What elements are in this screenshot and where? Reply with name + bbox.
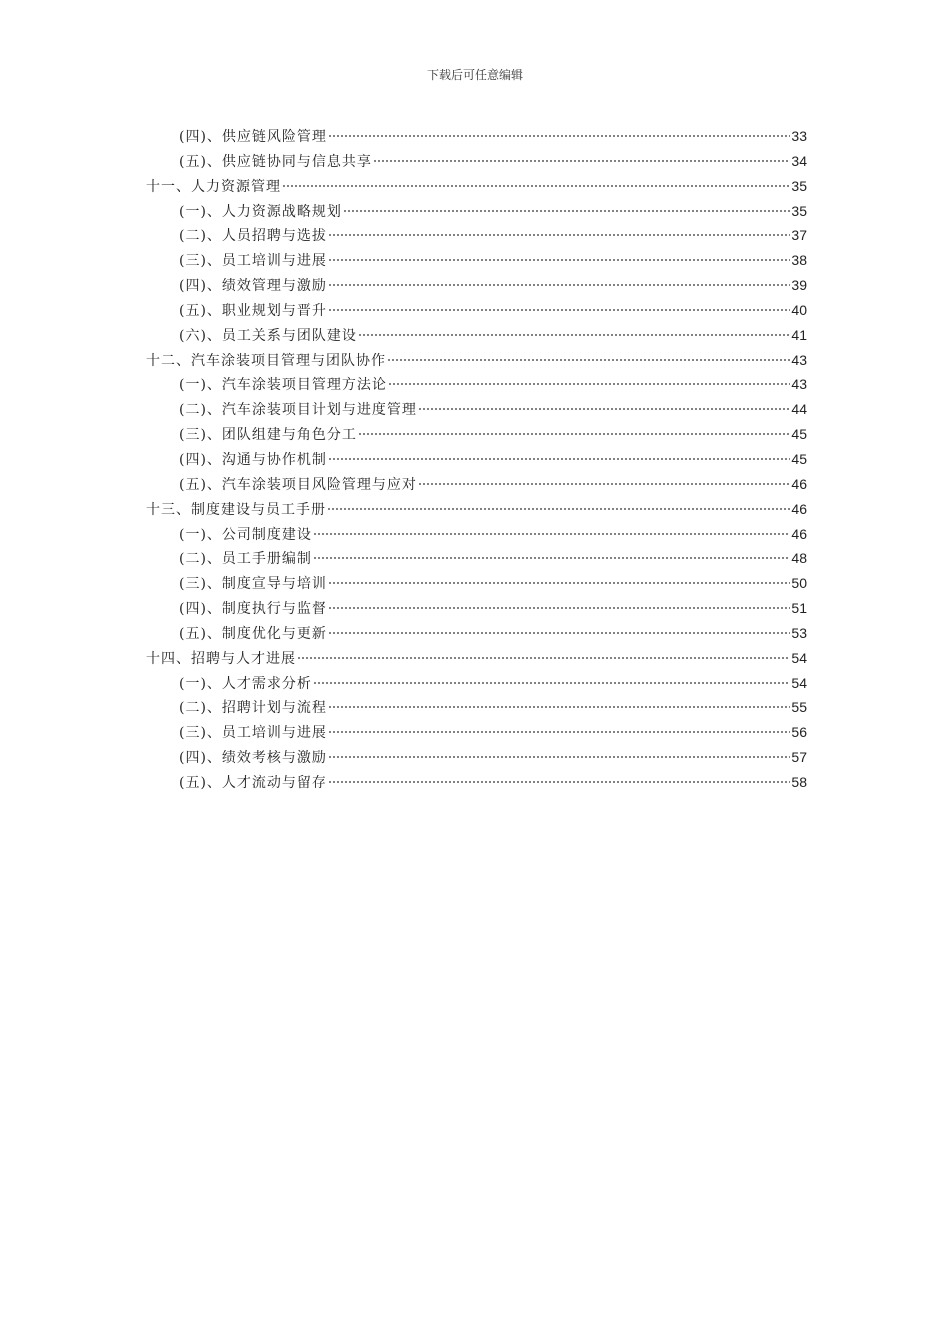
toc-section-entry[interactable]: [146, 199, 807, 224]
toc-dot-leader: [328, 731, 790, 733]
toc-page-number: 35: [791, 177, 807, 194]
toc-page-number: 41: [791, 326, 807, 343]
toc-chapter-entry[interactable]: [146, 348, 807, 373]
toc-dot-leader: [282, 185, 790, 187]
toc-dot-leader: [327, 508, 790, 510]
toc-entry-title: (二)、人员招聘与选拔: [179, 228, 327, 245]
toc-entry-title: (一)、公司制度建设: [179, 526, 312, 543]
toc-page-number: 54: [791, 674, 807, 691]
toc-page-number: 57: [791, 749, 807, 766]
toc-page-number: 51: [791, 600, 807, 617]
toc-entry-title: (三)、团队组建与角色分工: [179, 427, 357, 444]
toc-section-entry[interactable]: [146, 745, 807, 770]
toc-dot-leader: [313, 533, 790, 535]
toc-dot-leader: [328, 458, 790, 460]
toc-dot-leader: [328, 259, 790, 261]
toc-section-entry[interactable]: [146, 397, 807, 422]
toc-entry-title: (五)、供应链协同与信息共享: [179, 153, 372, 170]
toc-section-entry[interactable]: [146, 422, 807, 447]
toc-entry-title: (四)、绩效管理与激励: [179, 278, 327, 295]
toc-entry-title: (三)、员工培训与进展: [179, 725, 327, 742]
toc-section-entry[interactable]: [146, 472, 807, 497]
toc-page-number: 45: [791, 426, 807, 443]
toc-page-number: 46: [791, 500, 807, 517]
toc-page-number: 58: [791, 773, 807, 790]
toc-page-number: 54: [791, 649, 807, 666]
toc-entry-title: (二)、招聘计划与流程: [179, 700, 327, 717]
toc-entry-title: (二)、汽车涂装项目计划与进度管理: [179, 402, 417, 419]
toc-dot-leader: [328, 582, 790, 584]
toc-page-number: 40: [791, 301, 807, 318]
toc-page-number: 50: [791, 575, 807, 592]
toc-page-number: 48: [791, 550, 807, 567]
toc-dot-leader: [328, 234, 790, 236]
toc-section-entry[interactable]: [146, 273, 807, 298]
toc-entry-title: 十四、招聘与人才进展: [146, 650, 296, 667]
toc-chapter-entry[interactable]: [146, 497, 807, 522]
toc-dot-leader: [418, 483, 790, 485]
toc-dot-leader: [328, 781, 790, 783]
table-of-contents: [146, 124, 807, 795]
toc-dot-leader: [328, 756, 790, 758]
toc-page-number: 34: [791, 152, 807, 169]
toc-dot-leader: [373, 160, 790, 162]
toc-chapter-entry[interactable]: [146, 646, 807, 671]
toc-entry-title: (五)、人才流动与留存: [179, 774, 327, 791]
toc-entry-title: (一)、汽车涂装项目管理方法论: [179, 377, 387, 394]
toc-dot-leader: [358, 334, 790, 336]
toc-section-entry[interactable]: [146, 124, 807, 149]
toc-page-number: 33: [791, 128, 807, 144]
toc-dot-leader: [313, 682, 790, 684]
toc-entry-title: (四)、制度执行与监督: [179, 601, 327, 618]
toc-entry-title: (四)、供应链风险管理: [179, 129, 327, 145]
toc-dot-leader: [328, 607, 790, 609]
toc-section-entry[interactable]: [146, 596, 807, 621]
toc-page-number: 37: [791, 227, 807, 244]
toc-dot-leader: [328, 632, 790, 634]
toc-entry-title: (一)、人才需求分析: [179, 675, 312, 692]
toc-page-number: 55: [791, 699, 807, 716]
toc-dot-leader: [418, 408, 790, 410]
toc-page-number: 45: [791, 450, 807, 467]
toc-entry-title: (五)、制度优化与更新: [179, 625, 327, 642]
toc-page-number: 35: [791, 202, 807, 219]
toc-entry-title: (四)、绩效考核与激励: [179, 750, 327, 767]
toc-section-entry[interactable]: [146, 323, 807, 348]
toc-section-entry[interactable]: [146, 223, 807, 248]
toc-dot-leader: [328, 309, 790, 311]
toc-page-number: 39: [791, 277, 807, 294]
toc-dot-leader: [388, 383, 790, 385]
toc-dot-leader: [297, 657, 790, 659]
toc-page-number: 44: [791, 401, 807, 418]
toc-section-entry[interactable]: [146, 695, 807, 720]
toc-page-number: 43: [791, 351, 807, 368]
toc-section-entry[interactable]: [146, 546, 807, 571]
toc-page-number: 46: [791, 525, 807, 542]
toc-entry-title: (五)、汽车涂装项目风险管理与应对: [179, 476, 417, 493]
toc-section-entry[interactable]: [146, 571, 807, 596]
toc-section-entry[interactable]: [146, 149, 807, 174]
toc-page-number: 43: [791, 376, 807, 393]
toc-section-entry[interactable]: [146, 372, 807, 397]
toc-section-entry[interactable]: [146, 720, 807, 745]
toc-section-entry[interactable]: [146, 770, 807, 795]
toc-entry-title: (五)、职业规划与晋升: [179, 302, 327, 319]
toc-section-entry[interactable]: [146, 671, 807, 696]
toc-entry-title: 十二、汽车涂装项目管理与团队协作: [146, 352, 386, 369]
toc-dot-leader: [313, 557, 790, 559]
toc-entry-title: 十三、制度建设与员工手册: [146, 501, 326, 518]
toc-dot-leader: [387, 359, 790, 361]
page-header: 下载后可任意编辑: [426, 68, 523, 82]
toc-page-number: 38: [791, 252, 807, 269]
toc-entry-title: 十一、人力资源管理: [146, 178, 281, 195]
toc-section-entry[interactable]: [146, 447, 807, 472]
toc-section-entry[interactable]: [146, 522, 807, 547]
toc-section-entry[interactable]: [146, 621, 807, 646]
toc-dot-leader: [358, 433, 790, 435]
toc-page-number: 56: [791, 724, 807, 741]
toc-section-entry[interactable]: [146, 248, 807, 273]
toc-entry-title: (三)、员工培训与进展: [179, 253, 327, 270]
toc-dot-leader: [328, 135, 790, 137]
toc-dot-leader: [328, 284, 790, 286]
toc-page-number: 46: [791, 475, 807, 492]
toc-chapter-entry[interactable]: [146, 174, 807, 199]
toc-entry-title: (三)、制度宣导与培训: [179, 576, 327, 593]
toc-section-entry[interactable]: [146, 298, 807, 323]
toc-entry-title: (一)、人力资源战略规划: [179, 203, 342, 220]
toc-page-number: 53: [791, 624, 807, 641]
toc-entry-title: (二)、员工手册编制: [179, 551, 312, 568]
toc-dot-leader: [328, 706, 790, 708]
toc-dot-leader: [343, 210, 790, 212]
toc-entry-title: (六)、员工关系与团队建设: [179, 327, 357, 344]
toc-entry-title: (四)、沟通与协作机制: [179, 451, 327, 468]
